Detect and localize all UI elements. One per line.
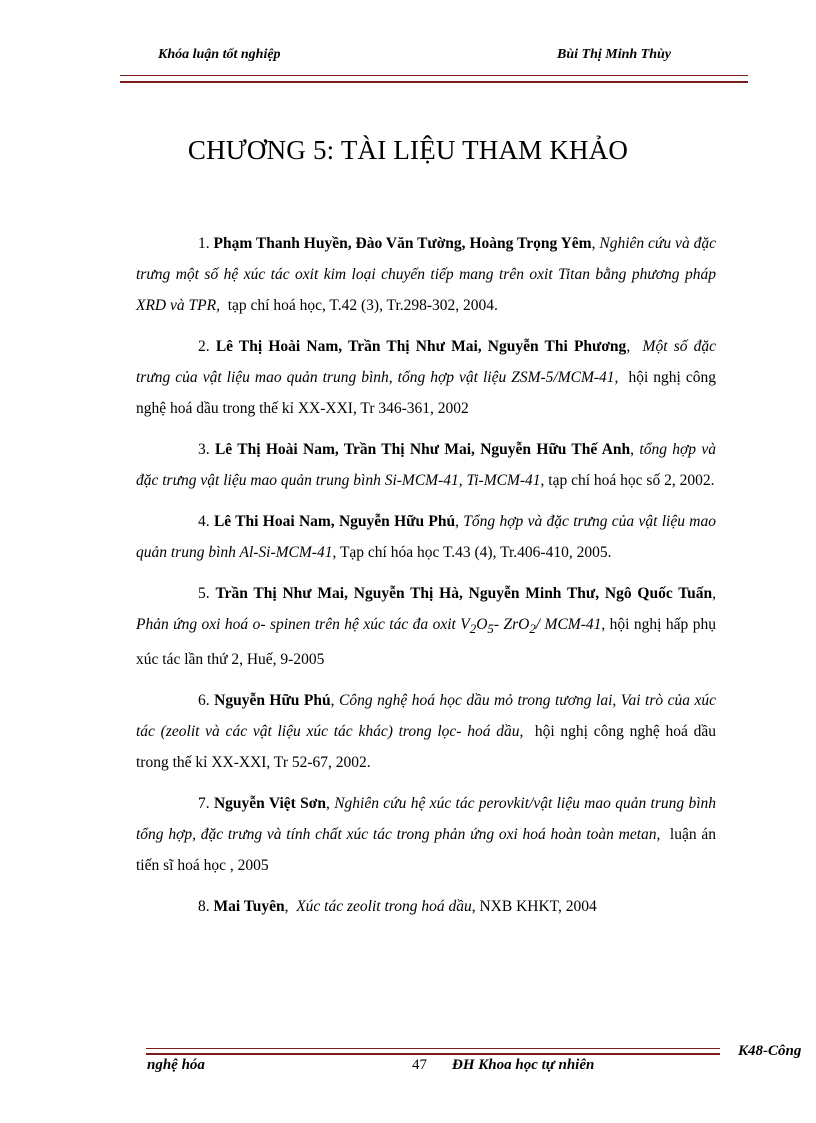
ref-title-part: / MCM-41 [535,616,602,633]
ref-title: Xúc tác zeolit trong hoá dầu [296,898,472,916]
ref-source: , Tạp chí hóa học T.43 (4), Tr.406-410, 2005. [332,544,612,561]
ref-title-subscript: 5 [487,621,494,637]
ref-authors: Lê Thi Hoai Nam, Nguyễn Hữu Phú [213,513,456,530]
footer-divider [146,1048,720,1055]
header-left: Khóa luận tốt nghiệp [158,47,281,62]
chapter-title: CHƯƠNG 5: TÀI LIỆU THAM KHẢO [187,135,629,165]
ref-number: 8. [198,898,210,916]
ref-authors: Nguyễn Việt Sơn [213,795,326,813]
ref-title: tổng hợp và đặc trưng vật liệu mao quản trung bình Si-MCM-41, Ti-MCM-41 [136,441,717,489]
ref-title-part: - ZrO [493,616,530,633]
ref-separator: , [630,441,635,458]
ref-separator: , [712,585,716,602]
ref-number: 7. [198,795,210,813]
ref-source: hội nghị công nghệ hoá dầu trong thế kỉ XX-XXI, Tr 346-361, 2002 [136,369,716,417]
ref-number: 1. [198,235,210,252]
footer-center: ĐH Khoa học tự nhiên [452,1057,595,1073]
ref-title-subscript: 2 [529,621,536,637]
ref-authors: Trần Thị Như Mai, Nguyễn Thị Hà, Nguyễn Minh Thư, Ngô Quốc Tuấn [215,585,713,602]
page-number: 47 [412,1057,427,1073]
ref-title: Nghiên cứu và đặc trưng một số hệ xúc tác oxit kim loại chuyển tiếp mang trên oxit Titan bằng phương pháp XRD và TPR, [136,235,716,314]
ref-separator: , [284,898,289,916]
reference-item [136,228,716,321]
ref-source: luận án tiến sĩ hoá học , 2005 [136,826,716,875]
reference-item [136,331,716,424]
ref-source: tạp chí hoá học, T.42 (3), Tr.298-302, 2004. [227,297,498,314]
ref-source: , tạp chí hoá học số 2, 2002. [540,472,715,489]
header-right: Bùi Thị Minh Thùy [557,47,671,62]
ref-title: Một số đặc trưng của vật liệu mao quản trung bình, tổng hợp vật liệu ZSM-5/MCM-41, [136,338,717,386]
ref-number: 5. [198,585,210,602]
ref-title-part: O [476,616,488,633]
ref-source: hội nghị công nghệ hoá dầu trong thế kỉ XX-XXI, Tr 52-67, 2002. [136,723,716,772]
ref-separator: , [330,692,335,710]
ref-separator: , [591,235,596,252]
ref-authors: Phạm Thanh Huyền, Đào Văn Tường, Hoàng Trọng Yêm [213,235,592,252]
reference-list [136,228,716,932]
reference-item [136,578,716,675]
ref-separator: , [455,513,459,530]
footer-left: nghệ hóa [147,1057,205,1073]
ref-source: , NXB KHKT, 2004 [471,898,597,916]
ref-authors: Mai Tuyên [213,898,285,916]
footer-right: K48-Công [738,1043,802,1059]
ref-separator: , [626,338,631,355]
ref-number: 4. [198,513,210,530]
reference-item [136,685,716,778]
header-divider [120,75,748,83]
ref-authors: Nguyễn Hữu Phú [214,692,331,710]
ref-source: , hội nghị hấp phụ xúc tác lần thứ 2, Huế, 9-2005 [136,616,716,669]
ref-title-part: Phản ứng oxi hoá o- spinen trên hệ xúc tác đa oxit V [136,616,470,633]
reference-item [136,891,716,922]
ref-title: Tổng hợp và đặc trưng của vật liệu mao quản trung bình Al-Si-MCM-41 [136,513,716,561]
reference-item [136,788,716,881]
ref-number: 3. [198,441,210,458]
ref-number: 2. [198,338,210,355]
reference-item [136,434,716,496]
ref-title: Công nghệ hoá học dầu mỏ trong tương lai, Vai trò của xúc tác (zeolit và các vật liệu xúc tác khác) trong lọc- hoá dầu, [136,692,717,741]
ref-authors: Lê Thị Hoài Nam, Trần Thị Như Mai, Nguyễn Thi Phương [215,338,627,355]
reference-item [136,506,716,568]
ref-authors: Lê Thị Hoài Nam, Trần Thị Như Mai, Nguyễn Hữu Thế Anh [214,441,631,458]
ref-title-subscript: 2 [469,621,477,637]
ref-title [136,616,602,637]
ref-number: 6. [198,692,210,710]
ref-separator: , [325,795,330,813]
ref-title: Nghiên cứu hệ xúc tác perovkit/vật liệu mao quản trung bình tổng hợp, đặc trưng và tính chất xúc tác trong phản ứng oxi hoá hoàn toàn metan, [136,795,717,844]
